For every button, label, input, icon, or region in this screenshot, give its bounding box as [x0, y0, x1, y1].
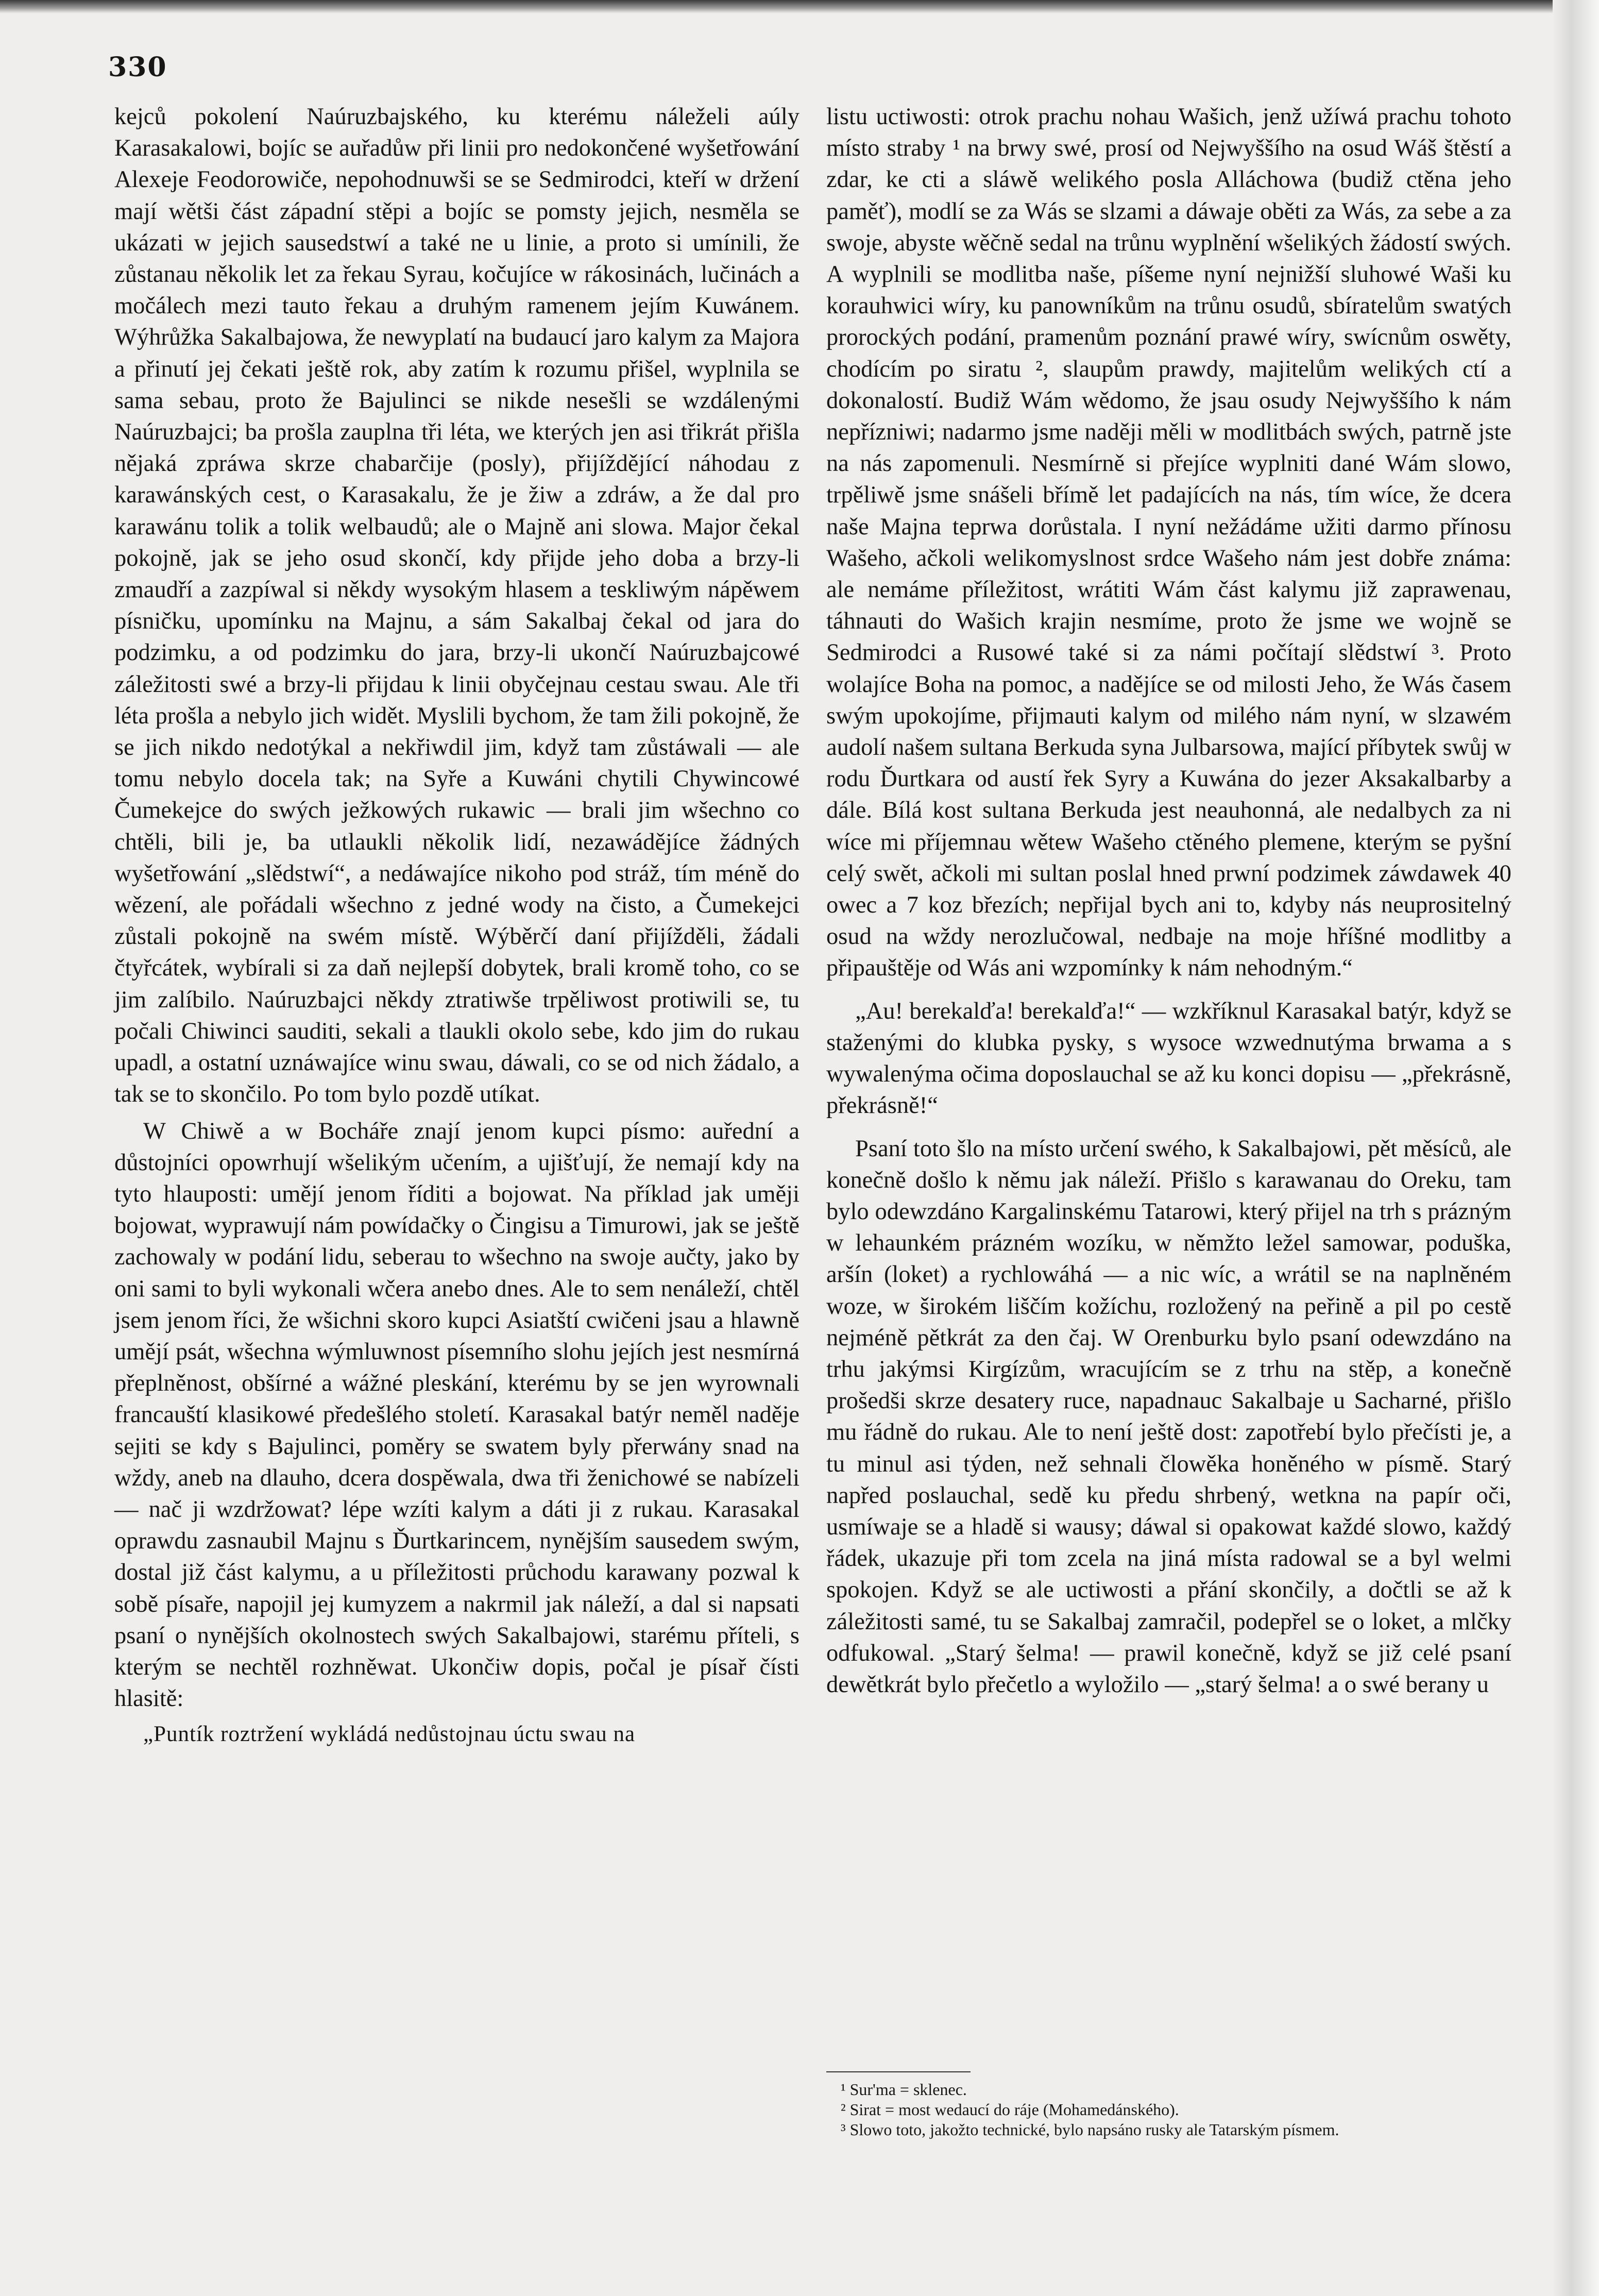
right-paragraph-1: listu uctiwosti: otrok prachu nohau Wašich, jenž užíwá prachu tohoto místo straby ¹ na brwy swé, prosí od Nejwyššího na osud Wáš štěstí a zdar, ke cti a sláwě welikého posla Alláchowa (budiž ctěna jeho paměť), modlí se za Wás se slzami a dáwaje oběti za Wás, za sebe a za swoje, abyste wěčně sedal na trůnu wyplnění wšelikých žádostí swých. A wyplnili se modlitba naše, píšeme nyní nejnižší sluhowé Waši ku korauhwici wíry, ku panowníkům na trůnu osudů, sbíratelům swatých prorockých podání, pramenům poznání prawé wíry, swícnům oswěty, chodícím po siratu ², slaupům prawdy, majitelům welikých ctí a dokonalostí. Budiž Wám wědomo, že jsau osudy Nejwyššího k nám nepřízniwi; nadarmo jsme naději měli w modlitbách swých, patrně jste na nás zapomenuli. Nesmírně si přejíce wyplniti dané Wám slowo, trpěliwě jsme snášeli břímě let padajících na nás, tím wíce, že dcera naše Majna teprwa dorůstala. I nyní nežádáme užiti darmo přínosu Wašeho, ačkoli welikomyslnost srdce Wašeho nám jest dobře známa: ale nemáme příležitost, wrátiti Wám část kalymu již zaprawenau, táhnauti do Wašich krajin nesmíme, proto že jsme we wojně se Sedmirodci a Rusowé také si za námi počítají slědstwí ³. Proto wolajíce Boha na pomoc, a nadějíce se od milosti Jeho, že Wás časem swým upokojíme, přijmauti kalym od milého nám nyní, w slzawém audolí našem sultana Berkuda syna Julbarsowa, mající příbytek swůj w rodu Ďurtkara od austí řek Syry a Kuwána do jezer Aksakalbarby a dále. Bílá kost sultana Berkuda jest neauhonná, ale nedalbych za ni wíce mi příjemnau wětew Wašeho ctěného plemene, kterým se pyšní celý swět, ačkoli mi sultan poslal hned prwní podzimek záwdawek 40 owec a 7 koz březích; nepřijal bych ani to, kdyby nás neuprositelný osud na wždy nerozlučowal, nedbaje na moje hříšné modlitby a připauštěje od Wás ani wzpomínky k nám nehodným.“	[826, 104, 1511, 982]
right-column	[826, 101, 1511, 1700]
footnote-rule	[826, 2071, 971, 2072]
footnote-2: ² Sirat = most wedaucí do ráje (Mohamedánského).	[841, 2100, 1179, 2119]
footnote-1: ¹ Sur'ma = sklenec.	[841, 2080, 967, 2099]
footnote-3: ³ Slowo toto, jakožto technické, bylo napsáno rusky ale Tatarským písmem.	[841, 2120, 1339, 2139]
left-paragraph-1: kejců pokolení Naúruzbajského, ku kterému náleželi aúly Karasakalowi, bojíc se auřadůw při linii pro nedokončené wyšetřowání Alexeje Feodorowiče, nepohodnuwši se se Sedmirodci, kteří w držení mají wětši část západní stěpi a bojíc se pomsty jejich, nesměla se ukázati w jejich sausedstwí a také ne u linie, a proto si umínili, že zůstanau několik let za řekau Syrau, kočujíce w rákosinách, lučinách a močálech mezi tauto řekau a druhým ramenem jejím Kuwánem. Wýhrůžka Sakalbajowa, že newyplatí na budaucí jaro kalym za Majora a přinutí jej čekati ještě rok, aby zatím k rozumu přišel, wyplnila se sama sebau, proto že Bajulinci se nikde nesešli se wzdálenými Naúruzbajci; ba prošla zauplna tři léta, we kterých jen asi třikrát přišla nějaká zpráwa skrze chabarčije (posly), přijíždějící náhodau z karawánských cest, o Karasakalu, že je žiw a zdráw, a že dal pro karawánu tolik a tolik welbaudů; ale o Majně ani slowa. Major čekal pokojně, jak se jeho osud skončí, kdy přijde jeho doba a brzy-li zmaudří a zazpíwal si někdy wysokým hlasem a teskliwým nápěwem písničku, upomínku na Majnu, a sám Sakalbaj čekal od jara do podzimku, a od podzimku do jara, brzy-li ukončí Naúruzbajcowé záležitosti swé a brzy-li přijdau k linii obyčejnau cestau swau. Ale tři léta prošla a nebylo jich widět. Myslili bychom, že tam žili pokojně, že se jich nikdo nedotýkal a nekřiwdil jim, když tam zůstáwali — ale tomu nebylo docela tak; na Syře a Kuwáni chytili Chywincowé Čumekejce do swých ježkowých rukawic — brali jim wšechno co chtěli, bili je, ba utlaukli několik lidí, nezawádějíce žádných wyšetřowání „slědstwí“, a nedáwajíce nikoho pod stráž, tím méně do wězení, ale pořádali wšechno z jedné wody na čisto, a Čumekejci zůstali pokojně na swém místě. Wýběrčí daní přijížděli, žádali čtyřcátek, wybírali si za daň nejlepší dobytek, brali kromě toho, co se jim zalíbilo. Naúruzbajci někdy ztratiwše trpěliwost protiwili se, tu počali Chiwinci sauditi, sekali a tlaukli okolo sebe, kdo jim do rukau upadl, a ostatní uznáwajíce winu swau, dáwali, co se od nich žádalo, a tak se to skončilo. Po tom bylo pozdě utíkat.	[114, 104, 799, 1108]
footnotes	[826, 2080, 1511, 2140]
left-column	[114, 101, 799, 1750]
left-paragraph-3: „Puntík roztržení wykládá nedůstojnau úctu swau na	[143, 1722, 636, 1747]
left-paragraph-2: W Chiwě a w Bocháře znají jenom kupci písmo: auřední a důstojníci opowrhují wšelikým učením, a ujišťují, že nemají kdy na tyto hlauposti: umějí jenom říditi a bojowat. Na příklad jak uměji bojowat, wyprawují nám powídačky o Čingisu a Timurowi, jak se ještě zachowaly w podání lidu, seberau to wšechno na swoje aučty, jako by oni sami to byli wykonali wčera anebo dnes. Ale to sem nenáleží, chtěl jsem jenom říci, že wšichni skoro kupci Asiatští cwičeni jsau a hlawně umějí psát, wšechna wýmluwnost písemního slohu jejích jest nesmírná přeplněnost, obšírné a wážné pleskání, kterému by se jen wyrownali francauští klasikowé předešlého století. Karasakal batýr neměl naděje sejiti se kdy s Bajulinci, poměry se swatem byly přerwány snad na wždy, aneb na dlauho, dcera dospěwala, dwa tři ženichowé se nabízeli — nač ji wzdržowat? lépe wzíti kalym a dáti ji z rukau. Karasakal oprawdu zasnaubil Majnu s Ďurtkarincem, nynějším sausedem swým, dostal již část kalymu, a u příležitosti průchodu karawany pozwal k sobě písaře, napojil jej kumyzem a nakrmil jak náleží, a dal si napsati psaní o nynějších okolnostech swých Sakalbajowi, starému příteli, s kterým se nechtěl rozhněwat. Ukončiw dopis, počal je písař čísti hlasitě:	[114, 1118, 799, 1712]
scan-edge-right	[1553, 0, 1599, 2296]
right-paragraph-3: Psaní toto šlo na místo určení swého, k Sakalbajowi, pět měsíců, ale konečně došlo k němu jak náleží. Přišlo s karawanau do Oreku, tam bylo odewzdáno Kargalinskému Tatarowi, který přijel na trh s prázným w lehaunkém prázném wozíku, w němžto ležel samowar, poduška, aršín (loket) a rychlowáhá — a nic wíc, a wrátil se na naplněném woze, w širokém liščím kožíchu, rozložený na peřině a pil po cestě nejméně pětkrát za den čaj. W Orenburku bylo psaní odewzdáno na trhu jakýmsi Kirgízům, wracujícím se z trhu na stěp, a konečně prošedši skrze desatery ruce, napadnauc Sakalbaje u Sacharné, přišlo mu řádně do rukau. Ale to není ještě dost: zapotřebí bylo přečísti je, a tu minul asi týden, než sehnali člowěka honěného w písmě. Starý napřed poslauchal, sedě ku předu shrbený, wetkna na papír oči, usmíwaje se a hladě si wausy; dáwal si opakowat každé slowo, každý řádek, ukazuje při tom zcela na jiná místa radowal se a byl welmi spokojen. Když se ale uctiwosti a přání skončily, a dočtli se až k záležitosti samé, tu se Sakalbaj zamračil, podepřel se o loket, a mlčky odfukowal. „Starý šelma! — prawil konečně, když se již celé psaní dewětkrát bylo přečetlo a wyložilo — „starý šelma! a o swé berany u	[826, 1135, 1511, 1698]
scan-edge-top	[0, 0, 1599, 13]
right-paragraph-2: „Au! berekalďa! berekalďa!“ — wzkříknul Karasakal batýr, když se staženými do klubka pysky, s wysoce wzwednutýma brwama a s wywalenýma očima doposlauchal se až ku konci dopisu — „překrásně, překrásně!“	[826, 998, 1511, 1119]
page-number: 330	[108, 52, 167, 83]
